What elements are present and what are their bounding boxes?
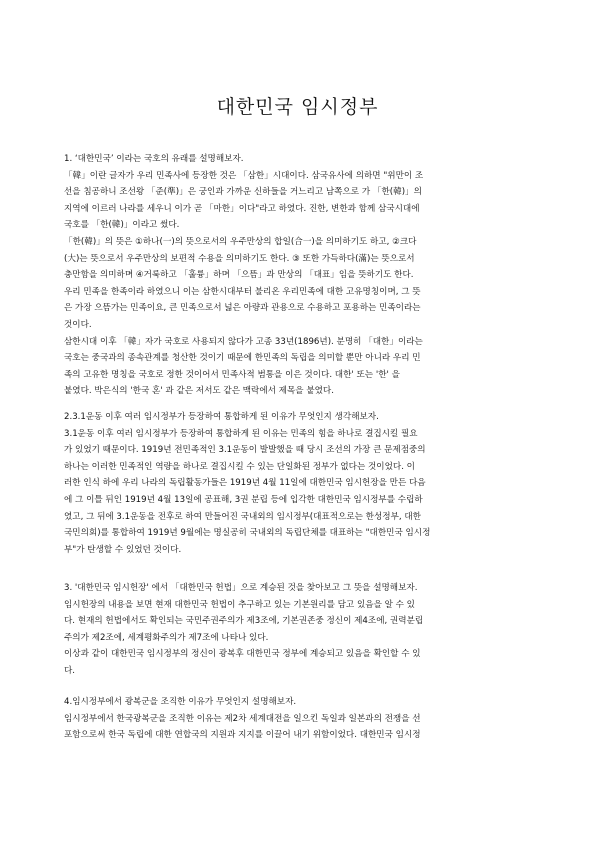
paragraph-line: 주의가 제2조에, 세계평화주의가 제7조에 나타나 있다. bbox=[64, 632, 269, 643]
paragraph-line: 포함으로써 한국 독립에 대한 연합국의 지원과 지지를 이끌어 내기 위함이었다. 대한민국 임시정 bbox=[64, 730, 421, 741]
paragraph-line: 선을 침공하니 조선왕 「준(準)」은 궁인과 가까운 신하들을 거느리고 남쪽으로 가 「한(韓)」의 bbox=[64, 187, 422, 198]
paragraph-line: 은 가장 으뜸가는 민족이요, 큰 민족으로서 넓은 아량과 관용으로 수용하고 포용하는 민족이라는 bbox=[64, 303, 421, 314]
paragraph-line: 다. bbox=[64, 665, 76, 676]
paragraph-line: 부"가 탄생할 수 있었던 것이다. bbox=[64, 544, 182, 555]
document-title: 대한민국 임시정부 bbox=[216, 96, 379, 118]
paragraph-line: 지역에 이르러 나라를 세우니 이가 곧 「마한」이다"라고 하였다. 진한, 변한과 함께 삼국시대에 bbox=[64, 203, 420, 214]
paragraph-line: 에 그 이틀 뒤인 1919년 4월 13일에 공표해, 3권 분립 등에 입각한 대한민국 임시정부를 수립하 bbox=[64, 494, 423, 505]
paragraph-line: 1. ‘대한민국’ 이라는 국호의 유래를 설명해보자. bbox=[64, 154, 244, 164]
section-4-liberation-army bbox=[64, 694, 534, 744]
paragraph-line: 붙였다. 박은식의 '한국 혼' 과 같은 저서도 같은 맥락에서 제목을 붙였다. bbox=[64, 386, 334, 397]
paragraph-line: 4.임시정부에서 광복군을 조직한 이유가 무엇인지 설명해보자. bbox=[64, 697, 297, 707]
paragraph-line: 국호는 중국과의 종속관계를 청산한 것이기 때문에 한민족의 독립을 의미할 뿐만 아니라 우리 민 bbox=[64, 353, 421, 364]
paragraph-line: 러한 인식 하에 우리 나라의 독립활동가들은 1919년 4월 11일에 대한민국 임시헌장을 만든 다음 bbox=[64, 478, 426, 489]
paragraph-line: 「한(韓)」의 뜻은 ①하나(一)의 뜻으로서의 우주만상의 합일(合一)을 의미하기도 하고, ②크다 bbox=[64, 236, 417, 247]
paragraph-line: 3. '대한민국 임시헌장' 에서 「대한민국 헌법」으로 계승된 것을 찾아보고 그 뜻을 설명해보자. bbox=[64, 583, 418, 593]
section-2-provisional-gov-unification bbox=[64, 409, 534, 558]
paragraph-line: 삼한시대 이후 「韓」자가 국호로 사용되지 않다가 고종 33년(1896년). 분명히 「대한」이라는 bbox=[64, 336, 423, 347]
section-3-provisional-charter bbox=[64, 580, 534, 680]
paragraph-line: 가 있었기 때문이다. 1919년 전민족적인 3.1운동이 발발했을 때 당시 조선의 가장 큰 문제점중의 bbox=[64, 445, 426, 456]
paragraph-line: 3.1운동 이후 여러 임시정부가 등장하여 통합하게 된 이유는 민족의 힘을 하나로 결집시킬 필요 bbox=[64, 428, 418, 439]
paragraph-line: 우리 민족을 한족이라 하였으니 이는 삼한시대부터 불리온 우리민족에 대한 고유명칭이며, 그 뜻 bbox=[64, 286, 421, 297]
paragraph-line: 였고, 그 뒤에 3.1운동을 전후로 하여 만들어진 국내외의 임시정부(대표적으로는 한성정부, 대한 bbox=[64, 511, 421, 522]
paragraph-line: 국민의회)를 통합하여 1919년 9월에는 명실공히 국내외의 독립단체를 대표하는 "대한민국 임시정 bbox=[64, 528, 431, 539]
paragraph-line: 족의 고유한 명칭을 국호로 정한 것이어서 민족사적 범통을 이은 것이다. 대한' 또는 '한' 을 bbox=[64, 369, 400, 380]
paragraph-line: 이상과 같이 대한민국 임시정부의 정신이 광복후 대한민국 정부에 계승되고 있음을 확인할 수 있 bbox=[64, 649, 421, 660]
paragraph-line: 것이다. bbox=[64, 319, 92, 330]
paragraph-line: 2.3.1운동 이후 여러 임시정부가 등장하여 통합하게 된 이유가 무엇인지 생각해보자. bbox=[64, 412, 379, 422]
paragraph-line: 임시헌장의 내용을 보면 현재 대한민국 헌법이 추구하고 있는 기본원리를 담고 있음을 알 수 있 bbox=[64, 599, 415, 610]
paragraph-line: 국호를 「한(韓)」이라고 썼다. bbox=[64, 220, 180, 231]
paragraph-line: 다. 현재의 헌법에서도 확인되는 국민주권주의가 제3조에, 기본권존중 정신이 제4조에, 권력분립 bbox=[64, 616, 424, 627]
paragraph-line: 임시정부에서 한국광복군을 조직한 이유는 제2차 세계대전을 일으킨 독일과 일본과의 전쟁을 선 bbox=[64, 713, 421, 724]
paragraph-line: 하나는 이러한 민족적인 역량을 하나로 결집시킬 수 있는 단일화된 정부가 없다는 것이었다. 이 bbox=[64, 461, 415, 472]
paragraph-line: 「韓」이란 글자가 우리 민족사에 등장한 것은 「삼한」시대이다. 삼국유사에 의하면 "위만이 조 bbox=[64, 170, 424, 181]
paragraph-line: 충만함을 의미하며 ④거룩하고 「훌륭」하며 「으뜸」과 만상의 「대표」임을 뜻하기도 한다. bbox=[64, 270, 414, 281]
paragraph-line: (大)는 뜻으로서 우주만상의 보편적 수용을 의미하기도 한다. ③ 또한 가득하다(滿)는 뜻으로서 bbox=[64, 253, 415, 264]
section-1-korea-name-origin bbox=[64, 151, 534, 400]
